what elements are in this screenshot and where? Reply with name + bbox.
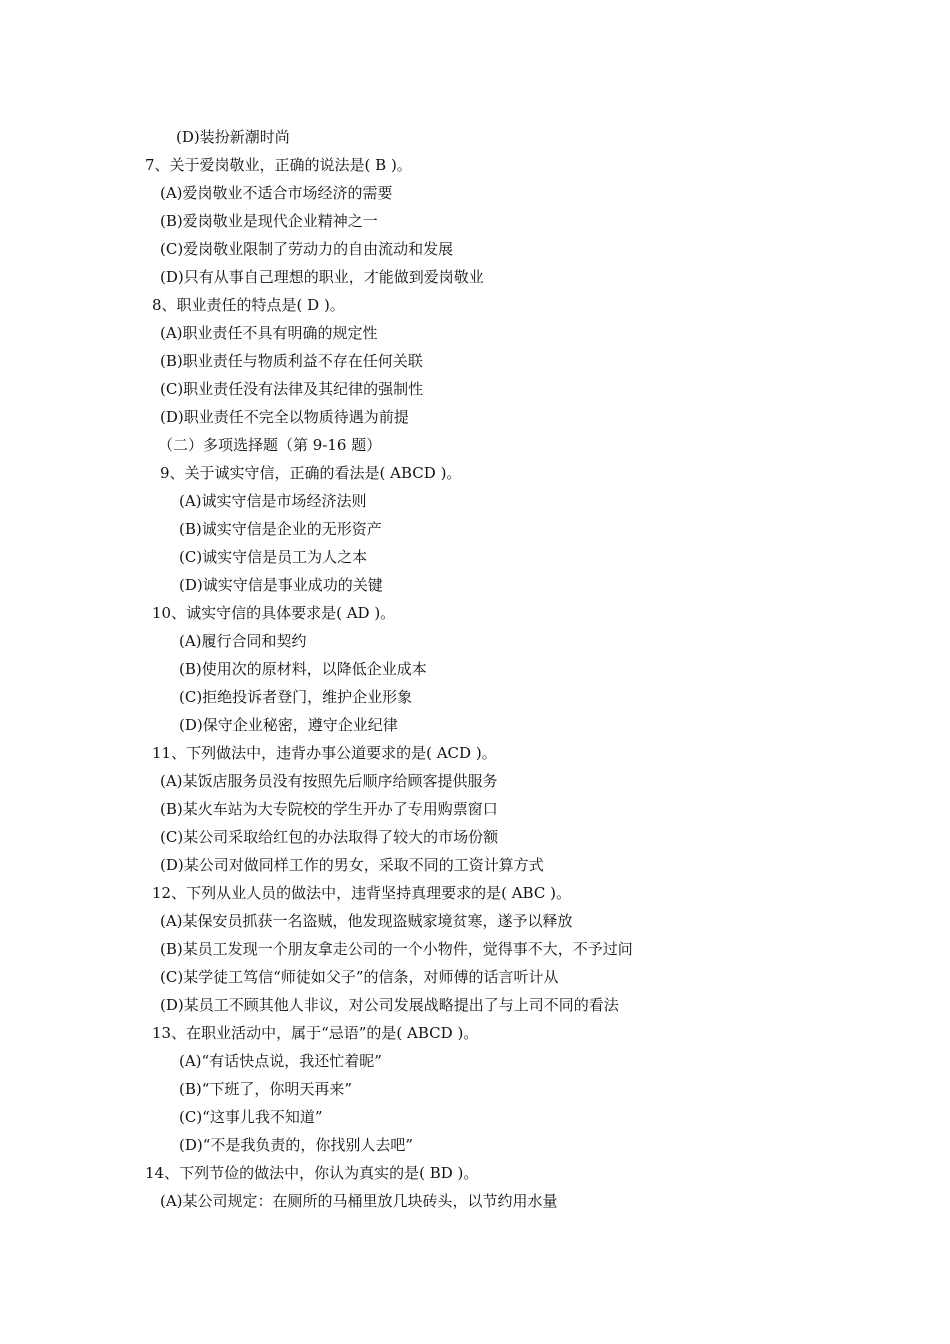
question-line: 13、在职业活动中，属于“忌语”的是( ABCD )。	[152, 1024, 479, 1042]
question-line: 10、诚实守信的具体要求是( AD )。	[152, 604, 396, 622]
option-line: (C)职业责任没有法律及其纪律的强制性	[160, 380, 424, 398]
option-line: (D)只有从事自己理想的职业，才能做到爱岗敬业	[160, 268, 484, 286]
option-line: (D)装扮新潮时尚	[176, 128, 290, 146]
question-line: 11、下列做法中，违背办事公道要求的是( ACD )。	[152, 744, 497, 762]
option-line: (C)“这事儿我不知道”	[179, 1108, 323, 1126]
section-heading: （二）多项选择题（第 9-16 题）	[158, 436, 382, 454]
option-line: (A)某饭店服务员没有按照先后顺序给顾客提供服务	[160, 772, 498, 790]
question-line: 12、下列从业人员的做法中，违背坚持真理要求的是( ABC )。	[152, 884, 571, 902]
question-line: 8、职业责任的特点是( D )。	[152, 296, 345, 314]
option-line: (C)某学徒工笃信“师徒如父子”的信条，对师傅的话言听计从	[160, 968, 559, 986]
option-line: (A)“有话快点说，我还忙着昵”	[179, 1052, 382, 1070]
option-line: (D)某员工不顾其他人非议，对公司发展战略提出了与上司不同的看法	[160, 996, 619, 1014]
option-line: (A)某保安员抓获一名盗贼，他发现盗贼家境贫寒，遂予以释放	[160, 912, 573, 930]
option-line: (C)拒绝投诉者登门，维护企业形象	[179, 688, 413, 706]
option-line: (B)爱岗敬业是现代企业精神之一	[160, 212, 378, 230]
option-line: (B)某员工发现一个朋友拿走公司的一个小物件，觉得事不大，不予过问	[160, 940, 633, 958]
option-line: (B)“下班了，你明天再来”	[179, 1080, 353, 1098]
option-line: (A)某公司规定：在厕所的马桶里放几块砖头，以节约用水量	[160, 1192, 558, 1210]
option-line: (D)职业责任不完全以物质待遇为前提	[160, 408, 409, 426]
option-line: (B)使用次的原材料，以降低企业成本	[179, 660, 427, 678]
option-line: (A)爱岗敬业不适合市场经济的需要	[160, 184, 393, 202]
option-line: (A)履行合同和契约	[179, 632, 307, 650]
option-line: (A)诚实守信是市场经济法则	[179, 492, 367, 510]
option-line: (D)诚实守信是事业成功的关键	[179, 576, 383, 594]
option-line: (B)某火车站为大专院校的学生开办了专用购票窗口	[160, 800, 498, 818]
question-line: 14、下列节俭的做法中，你认为真实的是( BD )。	[145, 1164, 479, 1182]
option-line: (D)保守企业秘密，遵守企业纪律	[179, 716, 398, 734]
question-line: 9、关于诚实守信，正确的看法是( ABCD )。	[160, 464, 462, 482]
option-line: (C)爱岗敬业限制了劳动力的自由流动和发展	[160, 240, 454, 258]
option-line: (B)职业责任与物质利益不存在任何关联	[160, 352, 423, 370]
option-line: (D)“不是我负责的，你找别人去吧”	[179, 1136, 414, 1154]
question-line: 7、关于爱岗敬业，正确的说法是( B )。	[145, 156, 412, 174]
option-line: (C)诚实守信是员工为人之本	[179, 548, 368, 566]
option-line: (B)诚实守信是企业的无形资产	[179, 520, 382, 538]
option-line: (D)某公司对做同样工作的男女，采取不同的工资计算方式	[160, 856, 544, 874]
option-line: (C)某公司采取给红包的办法取得了较大的市场份额	[160, 828, 499, 846]
option-line: (A)职业责任不具有明确的规定性	[160, 324, 378, 342]
